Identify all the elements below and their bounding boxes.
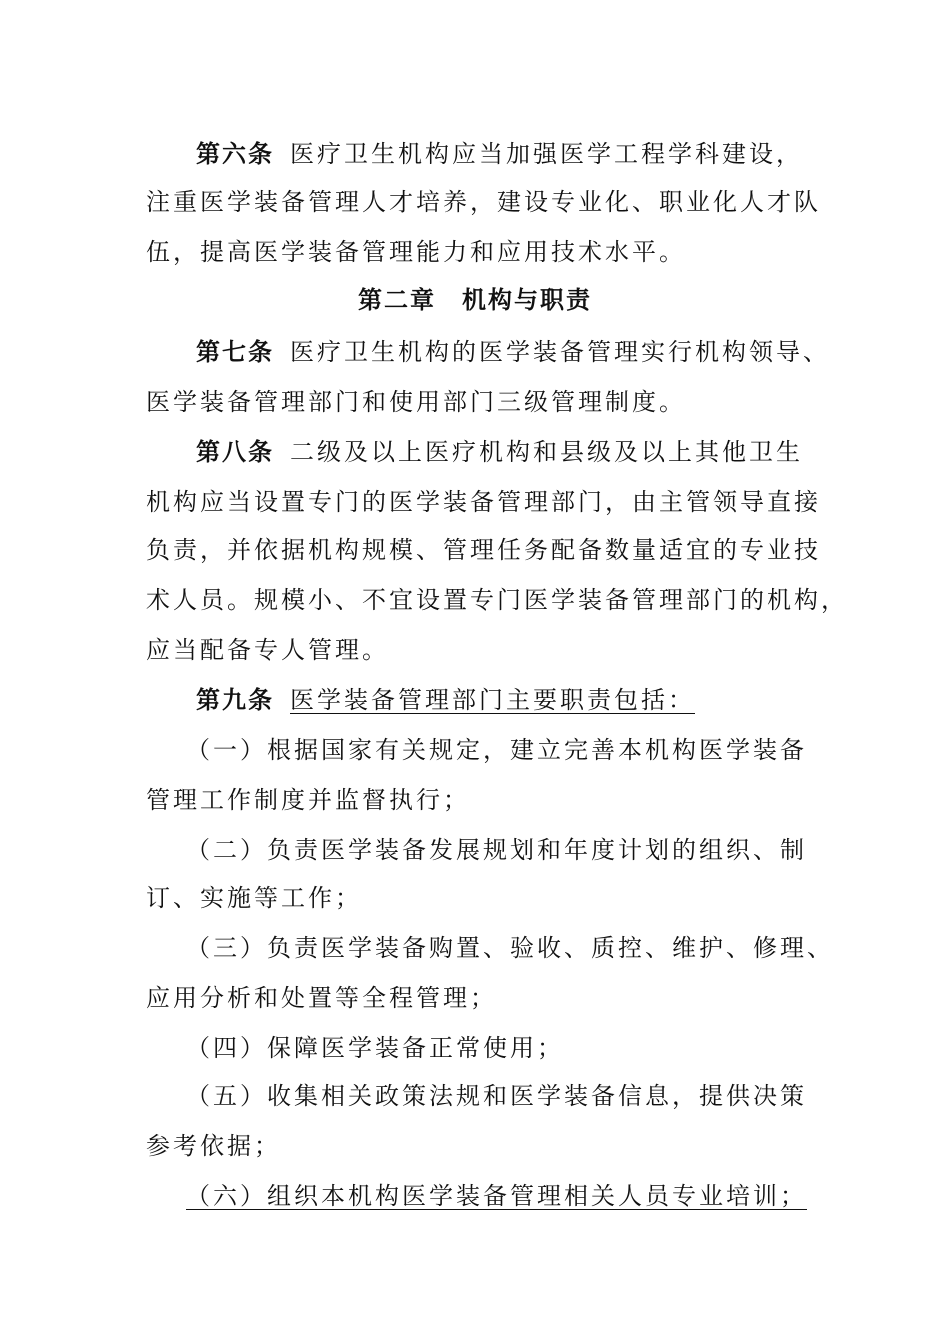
article-6-text: 医疗卫生机构应当加强医学工程学科建设， [290,140,803,168]
item-3-line-2: 应用分析和处置等全程管理； [146,984,497,1012]
article-8-line-1 [196,436,803,468]
article-8-line-3: 负责，并依据机构规模、管理任务配备数量适宜的专业技 [146,536,821,564]
chapter-heading: 第二章 机构与职责 [358,286,592,314]
item-4-line-1: （四）保障医学装备正常使用； [186,1034,564,1062]
item-5-line-1: （五）收集相关政策法规和医学装备信息，提供决策 [186,1082,807,1110]
article-9-label: 第九条 [196,686,274,714]
article-8-line-5: 应当配备专人管理。 [146,636,389,664]
article-6-line-3: 伍，提高医学装备管理能力和应用技术水平。 [146,238,686,266]
item-6-line-1 [186,1180,807,1212]
item-6-text: （六）组织本机构医学装备管理相关人员专业培训； [186,1182,807,1210]
article-6-line-1 [196,138,803,170]
item-3-line-1: （三）负责医学装备购置、验收、质控、维护、修理、 [186,934,834,962]
article-6-label: 第六条 [196,140,274,168]
item-2-line-2: 订、实施等工作； [146,884,362,912]
article-6-line-2: 注重医学装备管理人才培养，建设专业化、职业化人才队 [146,188,821,216]
article-8-label: 第八条 [196,438,274,466]
article-8-text: 二级及以上医疗机构和县级及以上其他卫生 [290,438,803,466]
item-2-line-1: （二）负责医学装备发展规划和年度计划的组织、制 [186,836,807,864]
article-7-label: 第七条 [196,338,274,366]
article-9-text: 医学装备管理部门主要职责包括： [290,686,695,714]
article-7-text: 医疗卫生机构的医学装备管理实行机构领导、 [290,338,830,366]
article-9-line-1 [196,684,695,716]
item-5-line-2: 参考依据； [146,1132,281,1160]
article-8-line-4: 术人员。规模小、不宜设置专门医学装备管理部门的机构， [146,586,848,614]
item-1-line-1: （一）根据国家有关规定，建立完善本机构医学装备 [186,736,807,764]
article-7-line-1 [196,336,830,368]
article-8-line-2: 机构应当设置专门的医学装备管理部门，由主管领导直接 [146,488,821,516]
item-1-line-2: 管理工作制度并监督执行； [146,786,470,814]
article-7-line-2: 医学装备管理部门和使用部门三级管理制度。 [146,388,686,416]
